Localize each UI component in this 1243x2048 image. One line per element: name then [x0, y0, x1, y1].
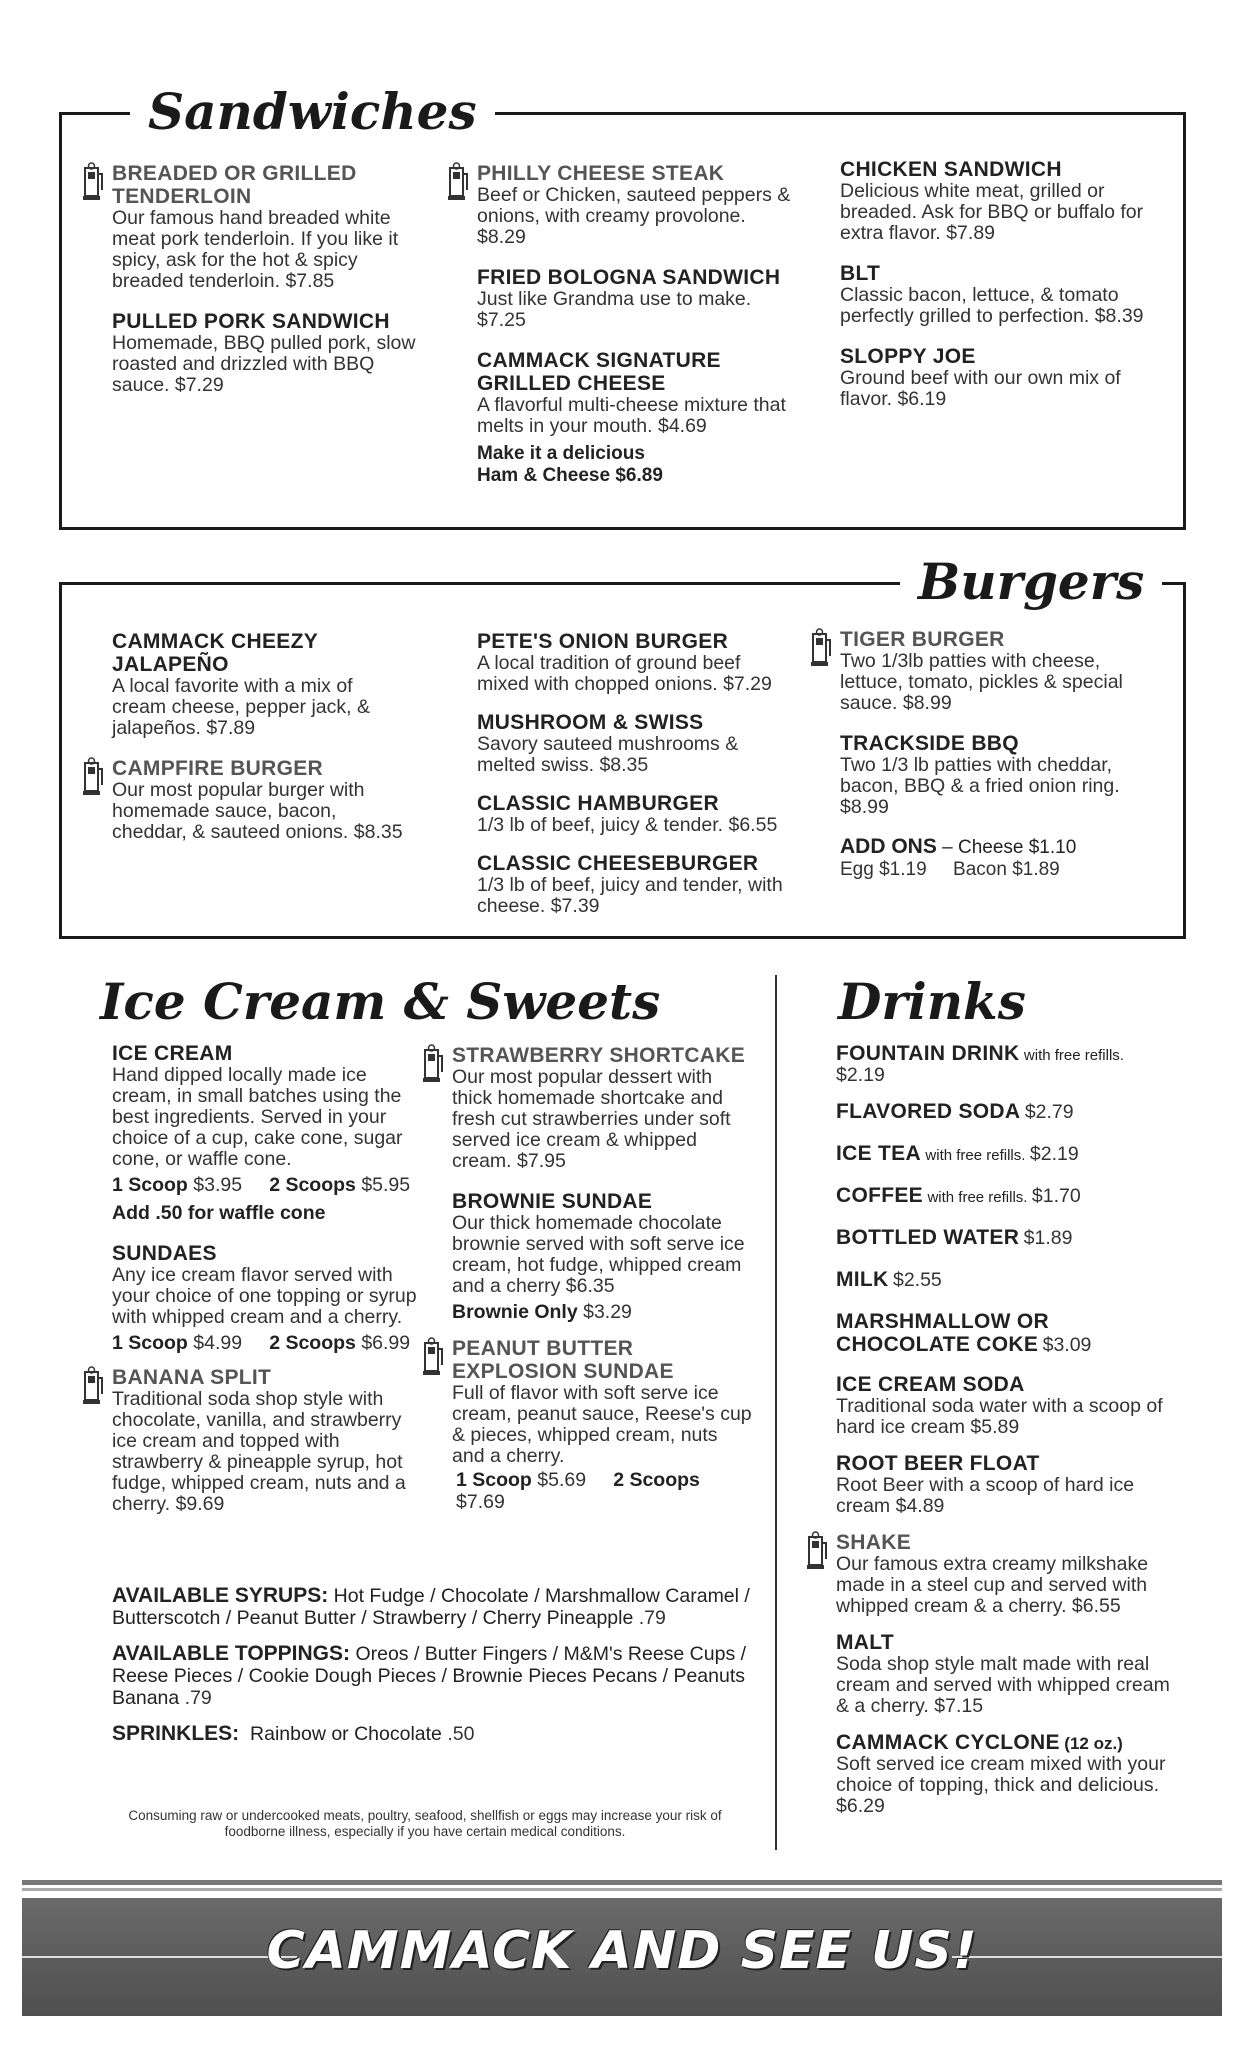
- item-name: TRACKSIDE BBQ: [840, 732, 1019, 755]
- item-desc: Traditional soda shop style with chocolate, vanilla, and strawberry ice cream and topped with strawberry & pineapple syrup, hot fudge, whipped cream, nuts and a cherry. $9.69: [112, 1388, 406, 1515]
- drinks-title: Drinks: [838, 972, 1026, 1031]
- price-label: 1 Scoop: [456, 1469, 532, 1491]
- pb-prices: [452, 1469, 752, 1513]
- item-name: MUSHROOM & SWISS: [477, 711, 704, 734]
- menu-item: [112, 1366, 427, 1515]
- item-name: SHAKE: [836, 1531, 912, 1554]
- item-name: CLASSIC HAMBURGER: [477, 792, 719, 815]
- item-price: $1.89: [1023, 1227, 1073, 1249]
- toppings-text: Oreos / Butter Fingers / M&M's Reese Cups / Reese Pieces / Cookie Dough Pieces / Brownie Pieces Pecans / Peanuts Banana: [112, 1643, 747, 1709]
- item-name: PULLED PORK SANDWICH: [112, 310, 390, 333]
- menu-item: [836, 1184, 1176, 1208]
- footer-rule-thin: [22, 1888, 1222, 1891]
- gas-pump-icon: [447, 162, 469, 202]
- sprinkles-label: SPRINKLES:: [112, 1722, 240, 1745]
- item-desc: Hand dipped locally made ice cream, in small batches using the best ingredients. Served in your choice of a cup, cake cone, sugar cone, or waffle cone.: [112, 1064, 403, 1170]
- item-desc: A local tradition of ground beef mixed with chopped onions. $7.29: [477, 652, 772, 695]
- price: $4.99: [193, 1332, 243, 1354]
- item-desc: Traditional soda water with a scoop of hard ice cream $5.89: [836, 1395, 1163, 1438]
- item-price: $2.79: [1024, 1101, 1074, 1123]
- price: $5.69: [537, 1469, 587, 1491]
- item-name: STRAWBERRY SHORTCAKE: [452, 1044, 746, 1067]
- toppings-price: .79: [184, 1687, 212, 1709]
- item-size: (12 oz.): [1064, 1734, 1123, 1753]
- menu-item: [112, 310, 427, 396]
- menu-item: [477, 852, 792, 917]
- gas-pump-icon: [810, 628, 832, 668]
- item-desc: A local favorite with a mix of cream cheese, pepper jack, & jalapeños. $7.89: [112, 675, 370, 739]
- available-toppings: [112, 1643, 752, 1709]
- item-desc: A flavorful multi-cheese mixture that melts in your mouth. $4.69: [477, 394, 786, 437]
- item-desc: Our thick homemade chocolate brownie served with soft serve ice cream, hot fudge, whipped cream and a cherry $6.35: [452, 1212, 745, 1297]
- item-desc: Our famous extra creamy milkshake made in a steel cup and served with whipped cream & a cherry. $6.55: [836, 1553, 1149, 1617]
- price-label: Brownie Only: [452, 1301, 578, 1323]
- item-name: ICE CREAM: [112, 1042, 233, 1065]
- price: $3.29: [583, 1301, 632, 1323]
- item-desc: Just like Grandma use to make. $7.25: [477, 288, 752, 331]
- item-desc: Our famous hand breaded white meat pork tenderloin. If you like it spicy, ask for the hot & spicy breaded tenderloin. $7.85: [112, 207, 399, 292]
- sundaes-prices: [112, 1332, 427, 1354]
- available-syrups: [112, 1585, 752, 1629]
- item-name: FLAVORED SODA: [836, 1100, 1021, 1123]
- item-note: with free refills.: [927, 1189, 1028, 1206]
- menu-item: [840, 732, 1165, 818]
- burgers-col-1: [112, 630, 412, 861]
- toppings-label: AVAILABLE TOPPINGS:: [112, 1642, 351, 1665]
- sweets-extras: [112, 1585, 752, 1745]
- item-name: CAMPFIRE BURGER: [112, 757, 324, 780]
- item-name: CAMMACK CHEEZY JALAPEÑO: [112, 630, 318, 676]
- menu-item: [112, 1042, 427, 1170]
- price: $7.69: [456, 1491, 505, 1513]
- footer-banner: [22, 1898, 1222, 2016]
- addons-bacon: Bacon $1.89: [953, 859, 1060, 880]
- menu-item: [836, 1100, 1176, 1124]
- price-label: 1 Scoop: [112, 1174, 188, 1196]
- menu-item: [112, 1242, 427, 1328]
- price-label: 2 Scoops: [613, 1469, 700, 1491]
- menu-item: [836, 1373, 1176, 1438]
- drinks-col: [836, 1042, 1176, 1835]
- item-desc: Root Beer with a scoop of hard ice cream $4.89: [836, 1474, 1135, 1517]
- item-name: ICE TEA: [836, 1142, 921, 1165]
- item-name: BLT: [840, 262, 881, 285]
- addons-label: ADD ONS: [840, 835, 937, 858]
- menu-item: [452, 1190, 752, 1297]
- item-desc: Full of flavor with soft serve ice cream, peanut sauce, Reese's cup & pieces, whipped cream, nuts and a cherry.: [452, 1382, 752, 1467]
- item-desc: Savory sauteed mushrooms & melted swiss. $8.35: [477, 733, 739, 776]
- item-desc: Our most popular dessert with thick homemade shortcake and fresh cut strawberries under soft served ice cream & whipped cream. $7.95: [452, 1066, 731, 1172]
- addons-line-1: [840, 836, 1165, 859]
- sweets-title: Ice Cream & Sweets: [100, 972, 661, 1031]
- sandwiches-col-2: [477, 162, 792, 487]
- price: $3.95: [193, 1174, 243, 1196]
- menu-item: [836, 1042, 1176, 1086]
- item-name: TIGER BURGER: [840, 628, 1005, 651]
- column-divider: [775, 975, 777, 1850]
- menu-item: [836, 1731, 1176, 1817]
- menu-item: [477, 630, 792, 695]
- item-desc: Classic bacon, lettuce, & tomato perfectly grilled to perfection. $8.39: [840, 284, 1144, 327]
- gas-pump-icon: [422, 1337, 444, 1377]
- menu-item: [452, 1044, 752, 1172]
- menu-item: [836, 1142, 1176, 1166]
- item-desc: Beef or Chicken, sauteed peppers & onions, with creamy provolone. $8.29: [477, 184, 791, 248]
- sandwiches-col-1: [112, 162, 427, 414]
- item-note: with free refills.: [925, 1147, 1026, 1164]
- item-desc: Two 1/3lb patties with cheese, lettuce, tomato, pickles & special sauce. $8.99: [840, 650, 1123, 714]
- menu-item: [836, 1268, 1176, 1292]
- item-desc: 1/3 lb of beef, juicy and tender, with cheese. $7.39: [477, 874, 783, 917]
- item-name: MALT: [836, 1631, 894, 1654]
- menu-item: [836, 1310, 1176, 1357]
- item-note: with free refills.: [1023, 1047, 1124, 1064]
- sandwiches-title: Sandwiches: [130, 82, 495, 142]
- menu-item: [840, 158, 1160, 244]
- item-name: BANANA SPLIT: [112, 1366, 272, 1389]
- item-desc: Homemade, BBQ pulled pork, slow roasted and drizzled with BBQ sauce. $7.29: [112, 332, 416, 396]
- price-label: 2 Scoops: [269, 1174, 356, 1196]
- item-name: FOUNTAIN DRINK: [836, 1042, 1020, 1065]
- menu-item: [477, 162, 792, 248]
- price-label: 2 Scoops: [269, 1332, 356, 1354]
- item-name: BREADED OR GRILLED TENDERLOIN: [112, 162, 357, 208]
- menu-item: [112, 757, 412, 843]
- disclaimer: Consuming raw or undercooked meats, poultry, seafood, shellfish or eggs may increase your risk of foodborne illness, especially if you have certain medical conditions.: [128, 1808, 722, 1839]
- addons-cheese: – Cheese $1.10: [936, 837, 1077, 858]
- gas-pump-icon: [82, 1366, 104, 1406]
- sprinkles-price: .50: [447, 1723, 475, 1745]
- addons-egg: Egg $1.19: [840, 859, 927, 880]
- item-price: $2.19: [1029, 1143, 1079, 1165]
- sweets-col-1: [112, 1042, 427, 1533]
- item-name: COFFEE: [836, 1184, 923, 1207]
- menu-item: [477, 711, 792, 776]
- footer-slogan: CAMMACK AND SEE US!: [266, 1921, 978, 1981]
- menu-item: [840, 628, 1165, 714]
- item-desc: Ground beef with our own mix of flavor. $6.19: [840, 367, 1121, 410]
- menu-item: [836, 1226, 1176, 1250]
- item-name: FRIED BOLOGNA SANDWICH: [477, 266, 781, 289]
- burgers-title: Burgers: [900, 552, 1162, 612]
- burgers-col-2: [477, 630, 792, 935]
- item-name: PHILLY CHEESE STEAK: [477, 162, 725, 185]
- sprinkles: [112, 1723, 752, 1745]
- item-name: SLOPPY JOE: [840, 345, 976, 368]
- addons-line-2: [840, 859, 1165, 881]
- sandwiches-col-3: [840, 158, 1160, 428]
- ham-note-line-2: Ham & Cheese $6.89: [477, 465, 663, 486]
- menu-item: [836, 1631, 1176, 1717]
- price-label: 1 Scoop: [112, 1332, 188, 1354]
- item-name: BOTTLED WATER: [836, 1226, 1020, 1249]
- menu-item: [112, 630, 412, 739]
- item-name: CAMMACK SIGNATURE GRILLED CHEESE: [477, 349, 721, 395]
- item-name: BROWNIE SUNDAE: [452, 1190, 653, 1213]
- item-name: ICE CREAM SODA: [836, 1373, 1025, 1396]
- menu-item: [836, 1452, 1176, 1517]
- item-price: $2.19: [836, 1064, 885, 1086]
- item-desc: Our most popular burger with homemade sauce, bacon, cheddar, & sauteed onions. $8.35: [112, 779, 403, 843]
- footer-rule: [22, 1880, 1222, 1885]
- sweets-col-2: [452, 1044, 752, 1513]
- ham-note-line-1: Make it a delicious: [477, 443, 645, 464]
- item-desc: Delicious white meat, grilled or breaded. Ask for BBQ or buffalo for extra flavor. $7.89: [840, 180, 1144, 244]
- item-name: MARSHMALLOW OR CHOCOLATE COKE: [836, 1310, 1050, 1356]
- item-price: $3.09: [1042, 1334, 1092, 1356]
- menu-item: [477, 266, 792, 331]
- item-name: ROOT BEER FLOAT: [836, 1452, 1040, 1475]
- gas-pump-icon: [422, 1044, 444, 1084]
- item-desc: Two 1/3 lb patties with cheddar, bacon, BBQ & a fried onion ring. $8.99: [840, 754, 1120, 818]
- menu-item: [112, 162, 427, 292]
- gas-pump-icon: [806, 1531, 828, 1571]
- syrups-text: Hot Fudge / Chocolate / Marshmallow Caramel / Butterscotch / Peanut Butter / Strawberry / Cherry Pineapple: [112, 1585, 750, 1629]
- syrups-price: .79: [638, 1607, 666, 1629]
- menu-item: [840, 345, 1160, 410]
- menu-item: [836, 1531, 1176, 1617]
- item-name: SUNDAES: [112, 1242, 217, 1265]
- item-name: PETE'S ONION BURGER: [477, 630, 729, 653]
- brownie-only: [452, 1301, 752, 1323]
- item-price: $1.70: [1031, 1185, 1081, 1207]
- item-price: $2.55: [892, 1269, 942, 1291]
- item-name: MILK: [836, 1268, 889, 1291]
- menu-item: [477, 349, 792, 437]
- item-desc: Soft served ice cream mixed with your choice of topping, thick and delicious. $6.29: [836, 1753, 1166, 1817]
- price: $6.99: [361, 1332, 411, 1354]
- item-name: CAMMACK CYCLONE: [836, 1731, 1060, 1754]
- menu-item: [477, 792, 792, 836]
- item-name: CLASSIC CHEESEBURGER: [477, 852, 759, 875]
- item-desc: Soda shop style malt made with real cream and served with whipped cream & a cherry. $7.15: [836, 1653, 1170, 1717]
- price: $5.95: [361, 1174, 411, 1196]
- item-name: CHICKEN SANDWICH: [840, 158, 1062, 181]
- gas-pump-icon: [82, 757, 104, 797]
- sprinkles-text: Rainbow or Chocolate: [250, 1723, 442, 1745]
- item-desc: 1/3 lb of beef, juicy & tender. $6.55: [477, 814, 778, 836]
- item-name: PEANUT BUTTER EXPLOSION SUNDAE: [452, 1337, 674, 1383]
- waffle-add: Add .50 for waffle cone: [112, 1202, 326, 1224]
- burgers-col-3: [840, 628, 1165, 881]
- ice-cream-prices: [112, 1174, 427, 1196]
- menu-item: [452, 1337, 752, 1467]
- menu-item: [840, 262, 1160, 327]
- item-desc: Any ice cream flavor served with your choice of one topping or syrup with whipped cream and a cherry.: [112, 1264, 417, 1328]
- gas-pump-icon: [82, 162, 104, 202]
- syrups-label: AVAILABLE SYRUPS:: [112, 1584, 329, 1607]
